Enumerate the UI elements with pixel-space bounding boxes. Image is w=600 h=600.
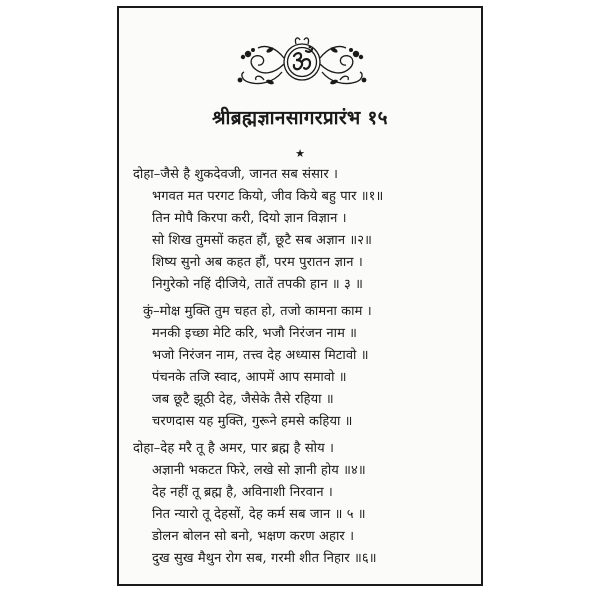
- verse-line: डोलन बोलन सो बनो, भक्षण करण अहार ।: [152, 529, 355, 544]
- verse-line: दोहा–जैसे है शुकदेवजी, जानत सब संसार ।: [133, 167, 339, 182]
- verse-line: निगुरेको नहिं दीजिये, तातें तपकी हान ॥ ३ ॥: [152, 277, 364, 292]
- verse-line: देह नहीं तू ब्रह्म है, अविनाशी निरवान ।: [152, 485, 333, 500]
- book-page: [117, 6, 483, 586]
- verse-line: चरणदास यह मुक्ति, गुरूने हमसे कहिया ॥: [152, 414, 353, 429]
- verse-line: मनकी इच्छा मेटि करि, भजौ निरंजन नाम ॥: [152, 326, 358, 341]
- verse-line: दुख सुख मैथुन रोग सब, गरमी शीत निहार ॥६॥: [152, 551, 377, 566]
- verse-line: तिन मोपै किरपा करी, दियो ज्ञान विज्ञान ।: [152, 211, 347, 226]
- verse-line: भजो निरंजन नाम, तत्त्व देह अध्यास मिटावो ॥: [152, 348, 369, 363]
- verse-line: पंचनके तजि स्वाद, आपमें आप समावो ॥: [152, 370, 347, 385]
- verse-line: शिष्य सुनो अब कहत हौं, परम पुरातन ज्ञान ।: [152, 255, 363, 270]
- star-divider-icon: ★: [295, 147, 305, 160]
- verse-line: कुं–मोक्ष मुक्ति तुम चहत हो, तजो कामना काम ।: [143, 304, 372, 319]
- om-ornament-icon: [234, 34, 370, 92]
- verse-line: जब छूटै झूठी देह, जैसेके तैसे रहिया ॥: [152, 392, 334, 407]
- chapter-title: श्रीब्रह्मज्ञानसागरप्रारंभ १५: [212, 107, 388, 129]
- verse-line: सो शिख तुमसों कहत हौं, छूटै सब अज्ञान ॥२॥: [152, 233, 373, 248]
- verse-line: अज्ञानी भकटत फिरे, लखे सो ज्ञानी होय ॥४॥: [152, 463, 366, 478]
- verse-line: दोहा–देह मरै तू है अमर, पार ब्रह्म है सोय ।: [133, 441, 335, 456]
- verse-line: नित न्यारो तू देहसों, देह कर्म सब जान ॥ ५ ॥: [152, 507, 366, 522]
- verse-line: भगवत मत परगट कियो, जीव किये बहु पार ॥१॥: [152, 189, 384, 204]
